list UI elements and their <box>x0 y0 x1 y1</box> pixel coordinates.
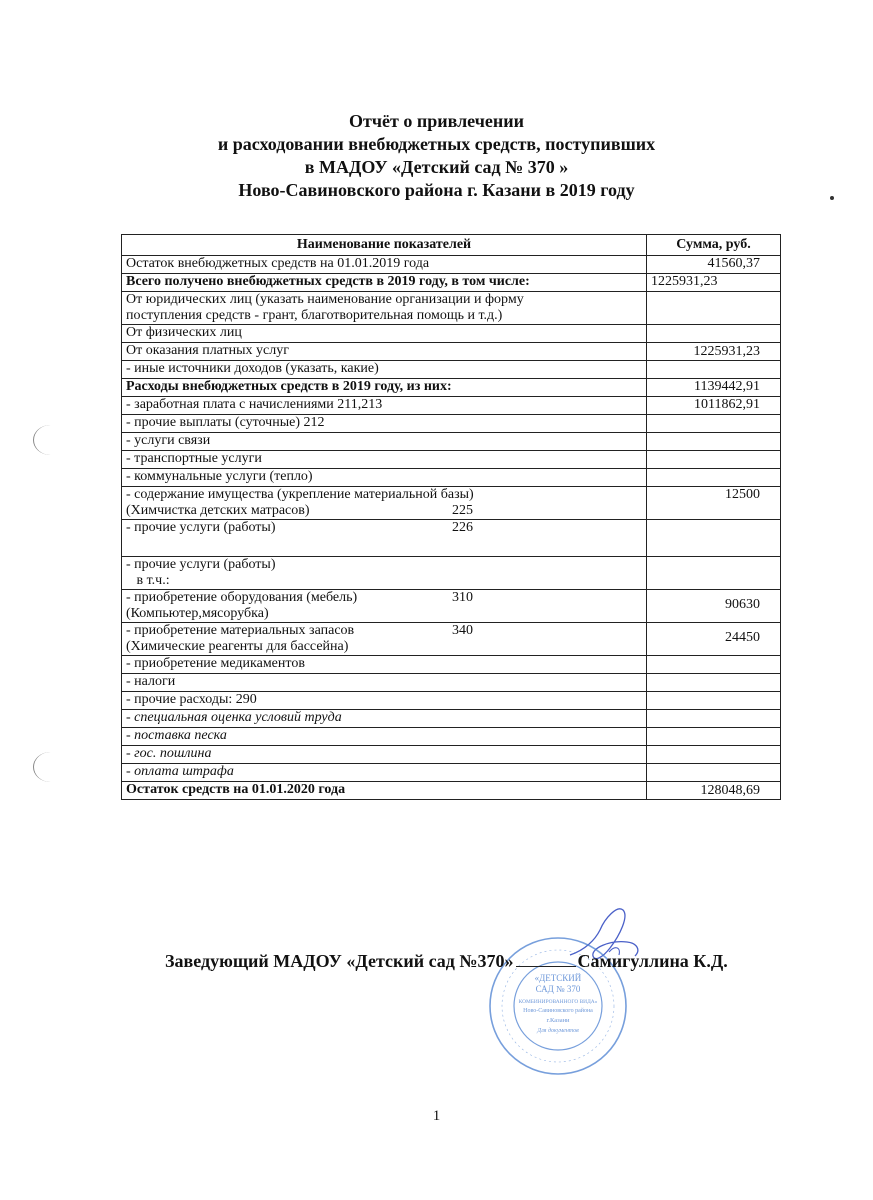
row-label-line-2: (Компьютер,мясорубка) <box>126 606 269 621</box>
row-label-line-1: От юридических лиц (указать наименование организации и форму <box>126 292 524 307</box>
row-label: - коммунальные услуги (тепло) <box>122 469 647 487</box>
row-label: - услуги связи <box>122 433 647 451</box>
row-label: Остаток средств на 01.01.2020 года <box>122 782 647 800</box>
row-sum <box>647 728 781 746</box>
table-row <box>122 764 781 782</box>
row-label: - иные источники доходов (указать, какие) <box>122 361 647 379</box>
row-sum <box>647 674 781 692</box>
table-row <box>122 325 781 343</box>
table-row <box>122 379 781 397</box>
row-label-line-2: поступления средств - грант, благотворительная помощь и т.д.) <box>126 308 503 323</box>
row-label: - приобретение медикаментов <box>122 656 647 674</box>
row-sum <box>647 710 781 728</box>
row-label: - оплата штрафа <box>122 764 647 782</box>
stray-dot <box>830 196 834 200</box>
row-sum <box>647 361 781 379</box>
row-label: - поставка песка <box>122 728 647 746</box>
row-label: - специальная оценка условий труда <box>122 710 647 728</box>
table-row <box>122 433 781 451</box>
table-header-row <box>122 235 781 256</box>
director-name: Самигуллина К.Д. <box>577 951 728 971</box>
row-sum: 41560,37 <box>647 256 781 274</box>
table-row <box>122 274 781 292</box>
row-label-line-2: в т.ч.: <box>126 573 170 588</box>
table-row <box>122 343 781 361</box>
report-title <box>0 110 873 202</box>
table-row <box>122 692 781 710</box>
table-row <box>122 520 781 557</box>
table-row <box>122 292 781 325</box>
row-sum: 12500 <box>647 487 781 520</box>
table-row <box>122 710 781 728</box>
row-sum <box>647 325 781 343</box>
row-label: - налоги <box>122 674 647 692</box>
title-line-3: в МАДОУ «Детский сад № 370 » <box>304 157 569 177</box>
row-label-line-1: - содержание имущества (укрепление материальной базы) <box>126 487 474 502</box>
stamp-line-1: «ДЕТСКИЙ <box>534 973 582 983</box>
row-label <box>122 292 647 325</box>
row-sum <box>647 415 781 433</box>
row-label-text: - приобретение материальных запасов <box>126 623 355 638</box>
row-label <box>122 520 647 557</box>
table-row <box>122 674 781 692</box>
row-sum <box>647 433 781 451</box>
row-sum: 1225931,23 <box>647 343 781 361</box>
table-row <box>122 656 781 674</box>
table-row <box>122 451 781 469</box>
stamp-line-2: САД № 370 <box>535 984 581 994</box>
row-sum <box>647 557 781 590</box>
table-row <box>122 469 781 487</box>
row-label-line-1: - прочие услуги (работы) <box>126 557 276 572</box>
table-row <box>122 557 781 590</box>
stamp-line-6: Для документов <box>537 1028 579 1034</box>
row-label-line-1 <box>126 623 642 639</box>
row-label: От оказания платных услуг <box>122 343 647 361</box>
table-row <box>122 746 781 764</box>
stamp-line-5: г.Казани <box>546 1017 570 1024</box>
row-label-line-2 <box>126 503 642 519</box>
table-row <box>122 487 781 520</box>
punch-hole-mark <box>33 425 68 455</box>
row-sum <box>647 764 781 782</box>
stamp-line-4: Ново-Савиновского района <box>523 1008 593 1014</box>
table-row <box>122 623 781 656</box>
row-label: Всего получено внебюджетных средств в 2019 году, в том числе: <box>122 274 647 292</box>
signature-underline <box>516 966 576 967</box>
row-label: - прочие выплаты (суточные) 212 <box>122 415 647 433</box>
row-label-line-1 <box>126 590 642 606</box>
page-number: 1 <box>432 1108 441 1124</box>
table-row <box>122 782 781 800</box>
row-label: Расходы внебюджетных средств в 2019 году, из них: <box>122 379 647 397</box>
row-label: От физических лиц <box>122 325 647 343</box>
row-label <box>122 487 647 520</box>
header-name: Наименование показателей <box>122 235 647 256</box>
row-sum <box>647 746 781 764</box>
row-sum <box>647 656 781 674</box>
table-row <box>122 590 781 623</box>
header-sum: Сумма, руб. <box>647 235 781 256</box>
table-row <box>122 361 781 379</box>
row-label <box>122 557 647 590</box>
row-label-line-1 <box>126 520 642 536</box>
row-sum: 1225931,23 <box>647 274 781 292</box>
table-row <box>122 256 781 274</box>
title-line-2: и расходовании внебюджетных средств, поступивших <box>217 134 656 154</box>
row-label: - гос. пошлина <box>122 746 647 764</box>
table-row <box>122 728 781 746</box>
row-label: - прочие расходы: 290 <box>122 692 647 710</box>
report-table <box>121 234 781 800</box>
row-label: Остаток внебюджетных средств на 01.01.2019 года <box>122 256 647 274</box>
signature-line <box>165 951 728 972</box>
row-sum: 1011862,91 <box>647 397 781 415</box>
title-line-1: Отчёт о привлечении <box>349 111 524 131</box>
row-code: 226 <box>452 520 473 535</box>
row-label <box>122 623 647 656</box>
row-label <box>122 590 647 623</box>
row-sum: 90630 <box>647 590 781 623</box>
row-label-text: - прочие услуги (работы) <box>126 520 276 535</box>
row-sum <box>647 520 781 557</box>
row-label-text: - приобретение оборудования (мебель) <box>126 590 358 605</box>
row-sum: 1139442,91 <box>647 379 781 397</box>
row-sum <box>647 469 781 487</box>
director-position: Заведующий МАДОУ «Детский сад №370» <box>165 951 514 971</box>
row-label-text: (Химчистка детских матрасов) <box>126 503 310 518</box>
row-code: 310 <box>452 590 473 605</box>
row-label-line-2: (Химические реагенты для бассейна) <box>126 639 349 654</box>
punch-hole-mark <box>33 752 68 782</box>
table-row <box>122 397 781 415</box>
row-sum: 128048,69 <box>647 782 781 800</box>
table-row <box>122 415 781 433</box>
row-sum <box>647 292 781 325</box>
stamp-line-3: КОМБИНИРОВАННОГО ВИДА» <box>518 999 598 1005</box>
row-sum <box>647 451 781 469</box>
row-label: - транспортные услуги <box>122 451 647 469</box>
title-line-4: Ново-Савиновского района г. Казани в 2019 году <box>238 180 635 200</box>
row-code: 340 <box>452 623 473 638</box>
row-code: 225 <box>452 503 473 518</box>
row-sum <box>647 692 781 710</box>
row-label: - заработная плата с начислениями 211,213 <box>122 397 647 415</box>
row-sum: 24450 <box>647 623 781 656</box>
